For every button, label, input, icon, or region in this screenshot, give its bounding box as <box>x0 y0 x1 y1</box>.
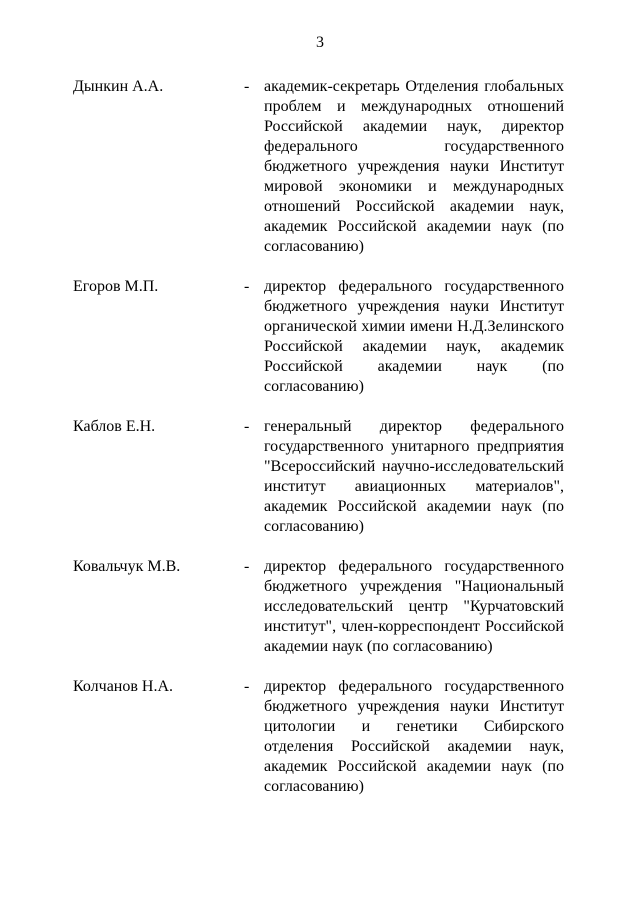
list-item <box>0 77 640 257</box>
member-description: генеральный директор федерального государственного унитарного предприятия "Всероссийский научно-исследовательский институт авиационных материалов", академик Российской академии наук (по согласованию) <box>264 418 564 535</box>
member-name: Егоров М.П. <box>73 278 159 295</box>
member-description: директор федерального государственного бюджетного учреждения "Национальный исследовательский центр "Курчатовский институт", член-корреспондент Российской академии наук (по согласованию) <box>264 558 564 655</box>
member-list <box>0 77 640 817</box>
list-item <box>0 417 640 537</box>
member-description: академик-секретарь Отделения глобальных проблем и международных отношений Российской академии наук, директор федерального государственного бюджетного учреждения науки Институт мировой экономики и международных отношений Российской академии наук, академик Российской академии наук (по согласованию) <box>264 78 564 255</box>
list-item <box>0 557 640 657</box>
dash-separator: - <box>244 278 250 295</box>
dash-separator: - <box>244 558 250 575</box>
dash-separator: - <box>244 678 250 695</box>
member-name: Колчанов Н.А. <box>73 678 174 695</box>
member-description: директор федерального государственного бюджетного учреждения науки Институт цитологии и генетики Сибирского отделения Российской академии наук, академик Российской академии наук (по согласованию) <box>264 678 564 795</box>
page-number: 3 <box>316 34 324 51</box>
member-name: Дынкин А.А. <box>73 78 164 95</box>
member-name: Каблов Е.Н. <box>73 418 156 435</box>
member-name: Ковальчук М.В. <box>73 558 181 575</box>
dash-separator: - <box>244 418 250 435</box>
dash-separator: - <box>244 78 250 95</box>
member-description: директор федерального государственного бюджетного учреждения науки Институт органической химии имени Н.Д.Зелинского Российской академии наук, академик Российской академии наук (по согласованию) <box>264 278 564 395</box>
list-item <box>0 677 640 797</box>
list-item <box>0 277 640 397</box>
